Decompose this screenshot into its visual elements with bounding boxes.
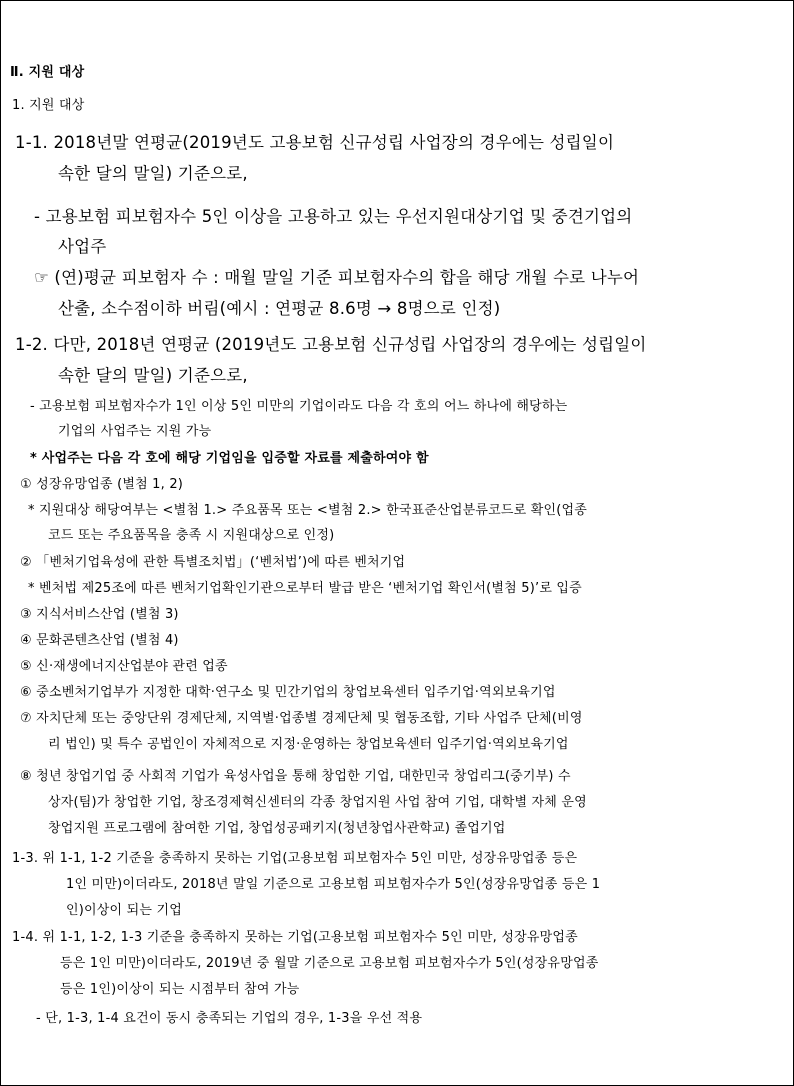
item-1-3-line3: 인)이상이 되는 기업 — [66, 903, 183, 918]
list-item-5: ⑤ 신·재생에너지산업분야 관련 업종 — [20, 659, 228, 674]
dash-2-line2: 기업의 사업주는 지원 가능 — [58, 424, 212, 439]
final-note: - 단, 1-3, 1-4 요건이 동시 충족되는 기업의 경우, 1-3을 우선 적용 — [36, 1011, 423, 1026]
item-1-4-line3: 등은 1인)이상이 되는 시점부터 참여 가능 — [60, 982, 300, 997]
subsection-title: 1. 지원 대상 — [12, 98, 85, 113]
list-item-3: ③ 지식서비스산업 (별첨 3) — [20, 607, 179, 622]
list-item-4: ④ 문화콘텐츠산업 (별첨 4) — [20, 633, 179, 648]
item-1-4-line1: 1-4. 위 1-1, 1-2, 1-3 기준을 충족하지 못하는 기업(고용보험 피보험자수 5인 미만, 성장유망업종 — [12, 930, 578, 945]
star-note: * 사업주는 다음 각 호에 해당 기업임을 입증할 자료를 제출하여야 함 — [30, 451, 429, 466]
dash-2-line1: - 고용보험 피보험자수가 1인 이상 5인 미만의 기업이라도 다음 각 호의 어느 하나에 해당하는 — [30, 399, 568, 414]
list-item-7-line1: ⑦ 자치단체 또는 중앙단위 경제단체, 지역별·업종별 경제단체 및 협동조합, 기타 사업주 단체(비영 — [20, 711, 583, 726]
list-item-1-note-line2: 코드 또는 주요품목을 충족 시 지원대상으로 인정) — [48, 528, 335, 543]
list-item-1: ① 성장유망업종 (별첨 1, 2) — [20, 477, 184, 492]
item-1-3-line2: 1인 미만)이더라도, 2018년 말일 기준으로 고용보험 피보험자수가 5인(성장유망업종 등은 1 — [66, 877, 601, 892]
dash-1-line2: 사업주 — [58, 237, 107, 256]
item-1-1-line1: 1-1. 2018년말 연평균(2019년도 고용보험 신규성립 사업장의 경우에는 성립일이 — [15, 133, 615, 152]
item-1-3-line1: 1-3. 위 1-1, 1-2 기준을 충족하지 못하는 기업(고용보험 피보험자수 5인 미만, 성장유망업종 등은 — [12, 851, 578, 866]
note-1-line1: ☞ (연)평균 피보험자 수 : 매월 말일 기준 피보험자수의 합을 해당 개월 수로 나누어 — [34, 268, 640, 287]
list-item-2-note: * 벤처법 제25조에 따른 벤처기업확인기관으로부터 발급 받은 ‘벤처기업 확인서(별첨 5)’로 입증 — [28, 581, 582, 596]
item-1-2-line2: 속한 달의 말일) 기준으로, — [58, 366, 248, 385]
section-title: Ⅱ. 지원 대상 — [10, 65, 85, 80]
list-item-1-note-line1: * 지원대상 해당여부는 <별첨 1.> 주요품목 또는 <별첨 2.> 한국표준산업분류코드로 확인(업종 — [28, 503, 588, 518]
list-item-6: ⑥ 중소벤처기업부가 지정한 대학·연구소 및 민간기업의 창업보육센터 입주기업·역외보육기업 — [20, 685, 556, 700]
list-item-8-line1: ⑧ 청년 창업기업 중 사회적 기업가 육성사업을 통해 창업한 기업, 대한민국 창업리그(중기부) 수 — [20, 769, 571, 784]
item-1-2-line1: 1-2. 다만, 2018년 연평균 (2019년도 고용보험 신규성립 사업장의 경우에는 성립일이 — [15, 335, 647, 354]
list-item-8-line3: 창업지원 프로그램에 참여한 기업, 창업성공패키지(청년창업사관학교) 졸업기업 — [48, 821, 506, 836]
list-item-7-line2: 리 법인) 및 특수 공법인이 자체적으로 지정·운영하는 창업보육센터 입주기업·역외보육기업 — [48, 737, 569, 752]
list-item-2: ② 「벤처기업육성에 관한 특별조치법」(‘벤처법’)에 따른 벤처기업 — [20, 555, 406, 570]
list-item-8-line2: 상자(팀)가 창업한 기업, 창조경제혁신센터의 각종 창업지원 사업 참여 기업, 대학별 자체 운영 — [48, 795, 587, 810]
item-1-1-line2: 속한 달의 말일) 기준으로, — [58, 164, 248, 183]
dash-1-line1: - 고용보험 피보험자수 5인 이상을 고용하고 있는 우선지원대상기업 및 중견기업의 — [34, 207, 633, 226]
note-1-line2: 산출, 소수점이하 버림(예시 : 연평균 8.6명 → 8명으로 인정) — [58, 299, 501, 318]
item-1-4-line2: 등은 1인 미만)이더라도, 2019년 중 월말 기준으로 고용보험 피보험자수가 5인(성장유망업종 — [60, 956, 599, 971]
